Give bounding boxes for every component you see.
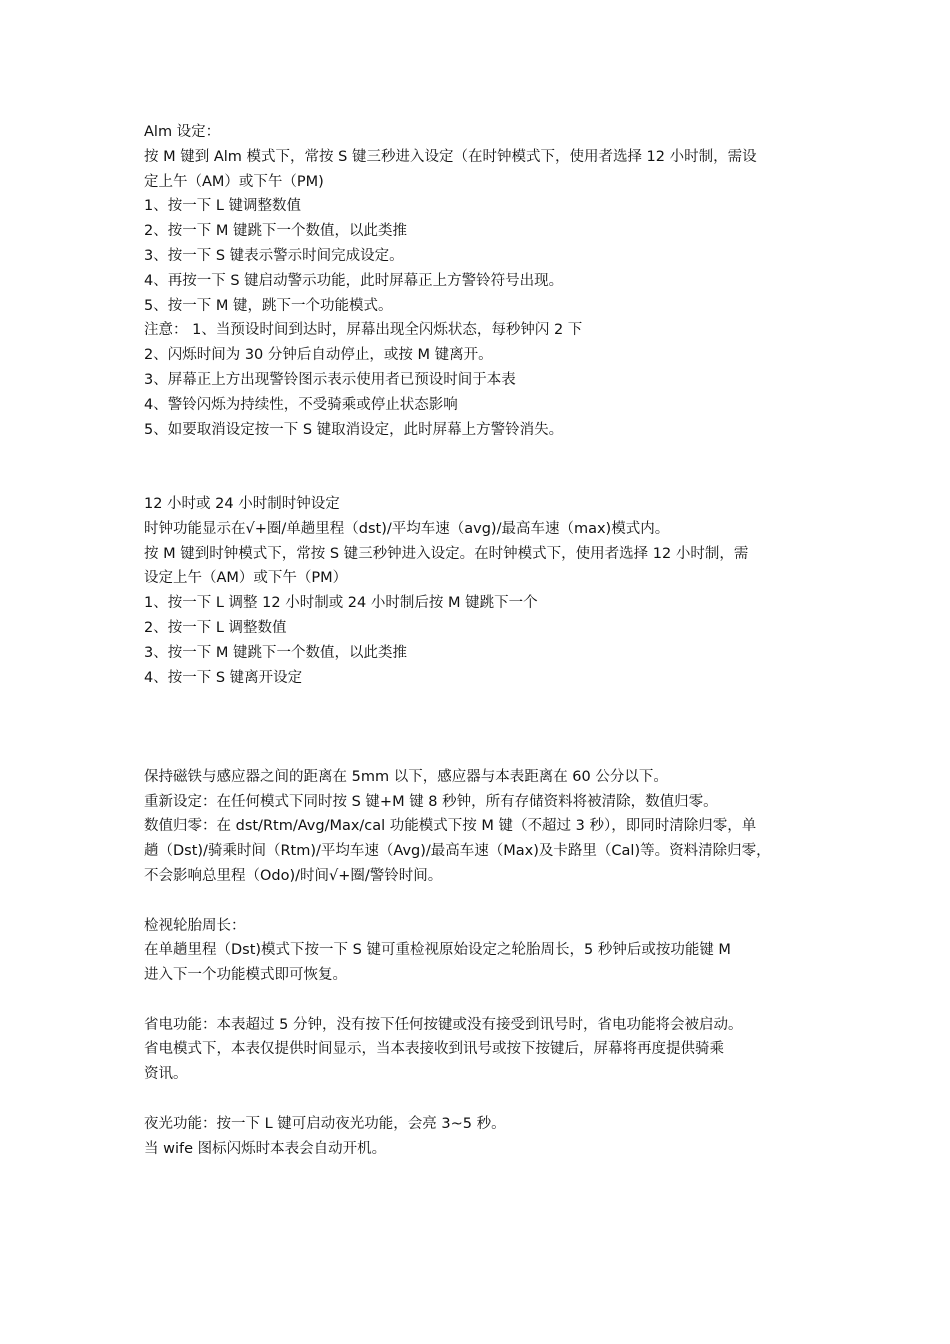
- clock-section: [144, 492, 814, 690]
- alm-section: [144, 120, 814, 442]
- alm-line: 2、按一下 M 键跳下一个数值，以此类推: [144, 223, 407, 240]
- misc-line: 趟（Dst)/骑乘时间（Rtm)/平均车速（Avg)/最高车速（Max)及卡路里（Cal)等。资料清除归零，: [144, 843, 771, 860]
- section-spacer: [144, 1087, 814, 1112]
- clock-line: 3、按一下 M 键跳下一个数值，以此类推: [144, 644, 407, 661]
- power-section: [144, 1013, 814, 1087]
- misc-line: 数值归零：在 dst/Rtm/Avg/Max/cal 功能模式下按 M 键（不超过 3 秒），即同时清除归零，单: [144, 818, 757, 835]
- alm-note-line: 注意： 1、当预设时间到达时，屏幕出现全闪烁状态，每秒钟闪 2 下: [144, 322, 583, 339]
- clock-line: 按 M 键到时钟模式下，常按 S 键三秒钟进入设定。在时钟模式下，使用者选择 12 小时制，需: [144, 545, 749, 562]
- section-spacer: [144, 988, 814, 1013]
- alm-section-title: Alm 设定：: [144, 124, 221, 140]
- document-page: [144, 120, 814, 1161]
- alm-line: 5、按一下 M 键，跳下一个功能模式。: [144, 297, 393, 314]
- light-line: 当 wife 图标闪烁时本表会自动开机。: [144, 1140, 387, 1157]
- alm-line: 定上午（AM）或下午（PM): [144, 173, 324, 190]
- light-line: 夜光功能：按一下 L 键可启动夜光功能，会亮 3~5 秒。: [144, 1115, 506, 1132]
- section-spacer: [144, 889, 814, 914]
- tire-line: 进入下一个功能模式即可恢复。: [144, 967, 347, 984]
- misc-line: 重新设定：在任何模式下同时按 S 键+M 键 8 秒钟，所有存储资料将被清除，数值归零。: [144, 793, 718, 810]
- tire-section: [144, 914, 814, 988]
- clock-line: 2、按一下 L 调整数值: [144, 619, 287, 636]
- alm-note-line: 5、如要取消设定按一下 S 键取消设定，此时屏幕上方警铃消失。: [144, 421, 564, 438]
- alm-line: 3、按一下 S 键表示警示时间完成设定。: [144, 247, 404, 264]
- alm-line: 4、再按一下 S 键启动警示功能，此时屏幕正上方警铃符号出现。: [144, 272, 564, 289]
- alm-note-line: 3、屏幕正上方出现警铃图示表示使用者已预设时间于本表: [144, 371, 516, 388]
- alm-line: 按 M 键到 Alm 模式下，常按 S 键三秒进入设定（在时钟模式下，使用者选择 12 小时制，需设: [144, 148, 757, 165]
- clock-line: 设定上午（AM）或下午（PM）: [144, 570, 348, 587]
- section-spacer: [144, 442, 814, 492]
- power-line: 省电模式下，本表仅提供时间显示，当本表接收到讯号或按下按键后，屏幕将再度提供骑乘: [144, 1041, 724, 1058]
- section-spacer: [144, 690, 814, 764]
- alm-note-line: 2、闪烁时间为 30 分钟后自动停止，或按 M 键离开。: [144, 347, 493, 364]
- clock-line: 时钟功能显示在√+圈/单趟里程（dst)/平均车速（avg)/最高车速（max)模式内。: [144, 520, 670, 537]
- power-line: 资讯。: [144, 1066, 188, 1083]
- tire-line: 在单趟里程（Dst)模式下按一下 S 键可重检视原始设定之轮胎周长，5 秒钟后或按功能键 M: [144, 942, 731, 959]
- alm-note-line: 4、警铃闪烁为持续性，不受骑乘或停止状态影响: [144, 396, 458, 413]
- misc-line: 不会影响总里程（Odo)/时间√+圈/警铃时间。: [144, 867, 443, 884]
- power-line: 省电功能：本表超过 5 分钟，没有按下任何按键或没有接受到讯号时，省电功能将会被启动。: [144, 1016, 743, 1033]
- clock-section-title: 12 小时或 24 小时制时钟设定: [144, 495, 340, 512]
- light-section: [144, 1112, 814, 1162]
- misc-section: [144, 765, 814, 889]
- clock-line: 1、按一下 L 调整 12 小时制或 24 小时制后按 M 键跳下一个: [144, 595, 538, 612]
- clock-line: 4、按一下 S 键离开设定: [144, 669, 303, 686]
- tire-section-title: 检视轮胎周长：: [144, 917, 246, 934]
- misc-line: 保持磁铁与感应器之间的距离在 5mm 以下，感应器与本表距离在 60 公分以下。: [144, 768, 668, 785]
- alm-line: 1、按一下 L 键调整数值: [144, 198, 302, 215]
